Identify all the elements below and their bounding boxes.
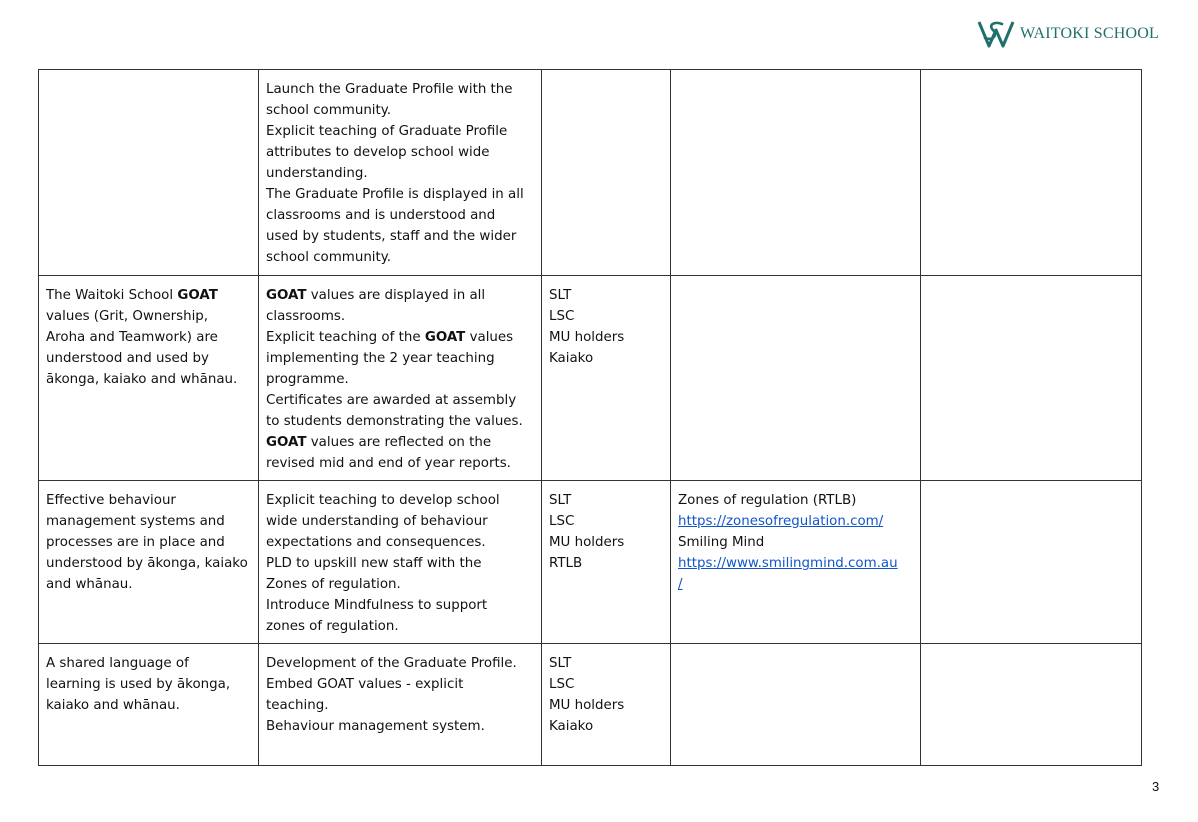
cell-text: ākonga, kaiako and whānau. <box>46 372 238 387</box>
cell-line <box>46 532 252 553</box>
cell-line <box>266 142 535 163</box>
evaluation-cell <box>921 481 1142 644</box>
cell-line <box>266 490 535 511</box>
cell-line <box>266 121 535 142</box>
cell-text: management systems and <box>46 514 225 529</box>
cell-line <box>266 327 535 348</box>
cell-text: zones of regulation. <box>266 619 399 634</box>
cell-line <box>46 674 252 695</box>
cell-line <box>549 285 664 306</box>
cell-line <box>549 348 664 369</box>
cell-text: Development of the Graduate Profile. <box>266 656 517 671</box>
cell-text: values are displayed in all <box>306 288 486 303</box>
cell-line <box>266 100 535 121</box>
cell-text: school community. <box>266 103 392 118</box>
cell-text: The Waitoki School <box>46 288 178 303</box>
cell-line <box>549 716 664 737</box>
cell-text: Smiling Mind <box>678 535 765 550</box>
cell-line <box>266 184 535 205</box>
cell-text: Kaiako <box>549 719 594 734</box>
cell-text: MU holders <box>549 330 625 345</box>
cell-line <box>678 574 914 595</box>
cell-text: SLT <box>549 493 572 508</box>
resource-link[interactable]: https://www.smilingmind.com.au <box>678 556 898 571</box>
cell-text: Behaviour management system. <box>266 719 485 734</box>
cell-text: SLT <box>549 288 572 303</box>
cell-text: processes are in place and <box>46 535 225 550</box>
cell-text: A shared language of <box>46 656 189 671</box>
responsibility-cell <box>542 481 671 644</box>
cell-text: Kaiako <box>549 351 594 366</box>
cell-text: Embed GOAT values - explicit <box>266 677 464 692</box>
cell-text: LSC <box>549 677 575 692</box>
cell-text: PLD to upskill new staff with the <box>266 556 482 571</box>
evaluation-cell <box>921 644 1142 766</box>
cell-text: LSC <box>549 309 575 324</box>
action-plan-table <box>38 69 1142 766</box>
cell-line <box>266 553 535 574</box>
cell-line <box>266 348 535 369</box>
cell-text: Aroha and Teamwork) are <box>46 330 218 345</box>
cell-line <box>46 285 252 306</box>
cell-line <box>266 226 535 247</box>
cell-text: Explicit teaching of the <box>266 330 425 345</box>
cell-line <box>46 511 252 532</box>
cell-line <box>549 695 664 716</box>
cell-line <box>266 390 535 411</box>
resources-cell <box>671 644 921 766</box>
cell-line <box>549 327 664 348</box>
cell-line <box>266 432 535 453</box>
cell-text: to students demonstrating the values. <box>266 414 523 429</box>
table-row <box>39 481 1142 644</box>
actions-cell <box>259 481 542 644</box>
cell-line <box>266 306 535 327</box>
evaluation-cell <box>921 70 1142 276</box>
cell-line <box>549 532 664 553</box>
responsibility-cell <box>542 644 671 766</box>
cell-line <box>549 306 664 327</box>
cell-line <box>266 247 535 268</box>
cell-line <box>266 369 535 390</box>
cell-text: understanding. <box>266 166 368 181</box>
cell-text: Certificates are awarded at assembly <box>266 393 517 408</box>
cell-text: understood by ākonga, kaiako <box>46 556 248 571</box>
cell-line <box>549 490 664 511</box>
cell-text: values (Grit, Ownership, <box>46 309 209 324</box>
cell-text: SLT <box>549 656 572 671</box>
cell-line <box>266 453 535 474</box>
cell-line <box>266 716 535 737</box>
cell-text: Introduce Mindfulness to support <box>266 598 488 613</box>
cell-line <box>549 653 664 674</box>
cell-line <box>266 616 535 637</box>
page-number: 3 <box>1152 779 1160 794</box>
cell-line <box>549 553 664 574</box>
cell-line <box>678 490 914 511</box>
cell-text: LSC <box>549 514 575 529</box>
bold-text: GOAT <box>177 288 218 303</box>
cell-text: values are reflected on the <box>306 435 492 450</box>
cell-text: MU holders <box>549 535 625 550</box>
cell-line <box>266 595 535 616</box>
cell-line <box>46 369 252 390</box>
cell-text: learning is used by ākonga, <box>46 677 231 692</box>
cell-line <box>266 205 535 226</box>
cell-line <box>266 574 535 595</box>
cell-text: implementing the 2 year teaching <box>266 351 495 366</box>
cell-text: Zones of regulation. <box>266 577 401 592</box>
resources-cell <box>671 481 921 644</box>
goal-cell <box>39 70 259 276</box>
cell-line <box>549 511 664 532</box>
cell-text: Explicit teaching to develop school <box>266 493 500 508</box>
cell-text: Launch the Graduate Profile with the <box>266 82 513 97</box>
cell-line <box>266 511 535 532</box>
actions-cell <box>259 276 542 481</box>
cell-text: values <box>465 330 514 345</box>
school-name: WAITOKI SCHOOL <box>1020 25 1159 42</box>
resource-link[interactable]: / <box>678 577 683 592</box>
cell-text: understood and used by <box>46 351 209 366</box>
cell-line <box>266 695 535 716</box>
goal-cell <box>39 276 259 481</box>
cell-text: attributes to develop school wide <box>266 145 490 160</box>
cell-line <box>266 653 535 674</box>
cell-line <box>266 163 535 184</box>
cell-line <box>678 511 914 532</box>
table-row <box>39 644 1142 766</box>
cell-text: kaiako and whānau. <box>46 698 180 713</box>
responsibility-cell <box>542 70 671 276</box>
cell-text: Zones of regulation (RTLB) <box>678 493 857 508</box>
cell-text: wide understanding of behaviour <box>266 514 488 529</box>
school-logo <box>976 18 1159 50</box>
cell-text: and whānau. <box>46 577 133 592</box>
goal-cell <box>39 481 259 644</box>
bold-text: GOAT <box>266 288 307 303</box>
cell-line <box>266 79 535 100</box>
cell-line <box>266 532 535 553</box>
cell-text: MU holders <box>549 698 625 713</box>
table-row <box>39 70 1142 276</box>
cell-text: expectations and consequences. <box>266 535 486 550</box>
cell-line <box>678 532 914 553</box>
cell-line <box>46 306 252 327</box>
cell-line <box>549 674 664 695</box>
cell-text: programme. <box>266 372 349 387</box>
actions-cell <box>259 70 542 276</box>
cell-text: teaching. <box>266 698 329 713</box>
resource-link[interactable]: https://zonesofregulation.com/ <box>678 514 884 529</box>
cell-text: Explicit teaching of Graduate Profile <box>266 124 508 139</box>
cell-text: RTLB <box>549 556 583 571</box>
cell-text: school community. <box>266 250 392 265</box>
responsibility-cell <box>542 276 671 481</box>
cell-text: Effective behaviour <box>46 493 176 508</box>
cell-line <box>46 348 252 369</box>
cell-line <box>678 553 914 574</box>
cell-text: The Graduate Profile is displayed in all <box>266 187 524 202</box>
cell-line <box>46 574 252 595</box>
table-row <box>39 276 1142 481</box>
cell-line <box>266 674 535 695</box>
bold-text: GOAT <box>266 435 307 450</box>
cell-text: used by students, staff and the wider <box>266 229 517 244</box>
cell-line <box>46 327 252 348</box>
resources-cell <box>671 70 921 276</box>
goal-cell <box>39 644 259 766</box>
cell-line <box>266 411 535 432</box>
cell-text: classrooms and is understood and <box>266 208 496 223</box>
cell-line <box>46 553 252 574</box>
cell-line <box>46 695 252 716</box>
cell-line <box>266 285 535 306</box>
evaluation-cell <box>921 276 1142 481</box>
cell-text: classrooms. <box>266 309 346 324</box>
bold-text: GOAT <box>424 330 466 345</box>
resources-cell <box>671 276 921 481</box>
waitoki-school-crest-icon <box>976 18 1016 50</box>
cell-line <box>46 653 252 674</box>
actions-cell <box>259 644 542 766</box>
cell-line <box>46 490 252 511</box>
cell-text: revised mid and end of year reports. <box>266 456 511 471</box>
